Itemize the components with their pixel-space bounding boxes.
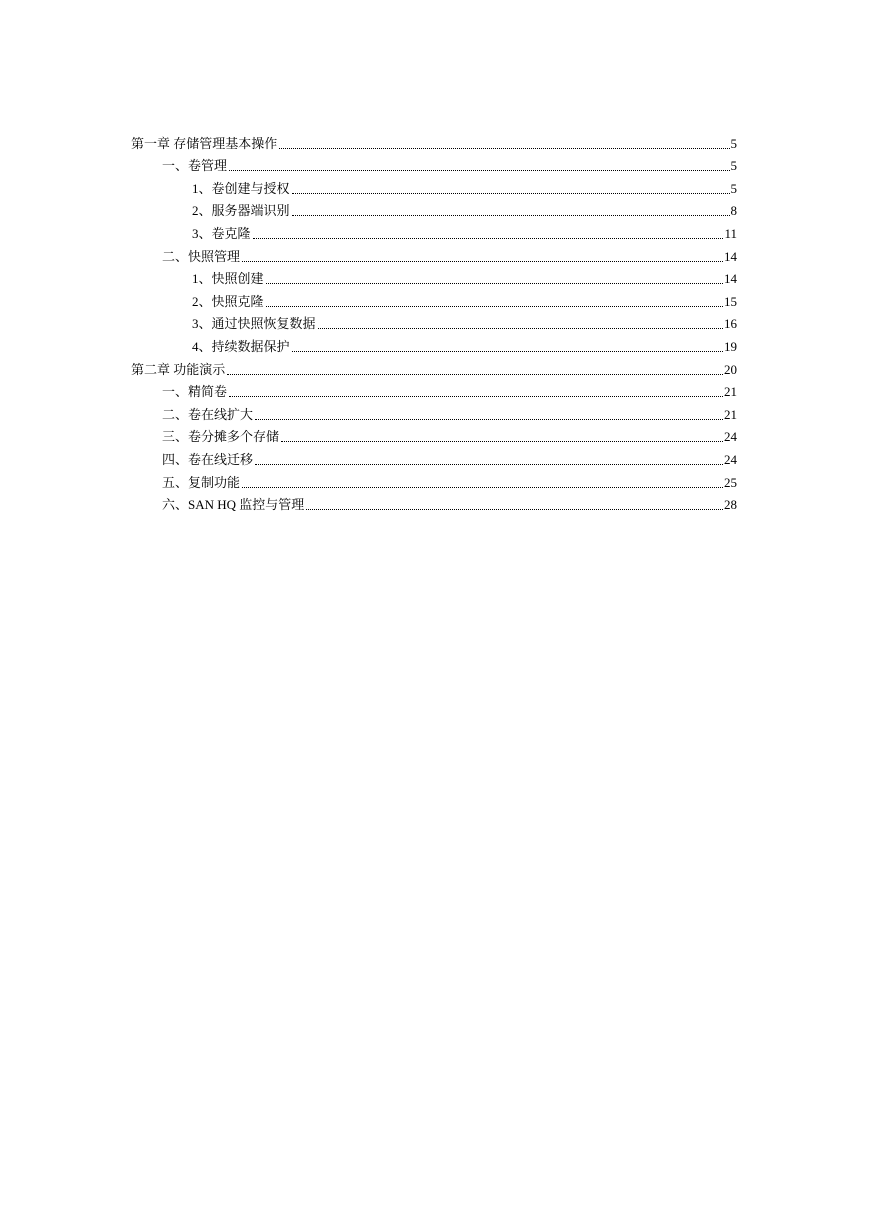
toc-dot-leader	[242, 260, 723, 262]
toc-entry-title: 二、快照管理	[162, 248, 241, 264]
toc-page-number: 8	[730, 203, 737, 219]
toc-dot-leader	[292, 350, 723, 352]
toc-dot-leader	[281, 440, 723, 442]
toc-entry[interactable]	[131, 197, 737, 220]
toc-entry-title: 一、卷管理	[162, 158, 228, 174]
toc-page-number: 15	[724, 293, 737, 309]
toc-page-number: 19	[724, 338, 737, 354]
toc-entry[interactable]	[131, 265, 737, 288]
toc-entry[interactable]	[131, 355, 737, 378]
toc-entry-title: 3、通过快照恢复数据	[192, 316, 316, 332]
toc-entry[interactable]	[131, 378, 737, 401]
toc-entry[interactable]	[131, 310, 737, 333]
toc-entry[interactable]	[131, 445, 737, 468]
toc-page-number: 24	[724, 429, 737, 445]
toc-entry-title: 二、卷在线扩大	[162, 406, 254, 422]
toc-entry[interactable]	[131, 491, 737, 514]
toc-dot-leader	[229, 395, 723, 397]
toc-dot-leader	[318, 327, 723, 329]
toc-entry[interactable]	[131, 174, 737, 197]
toc-page-number: 5	[730, 135, 737, 151]
toc-dot-leader	[279, 147, 729, 149]
toc-entry[interactable]	[131, 152, 737, 175]
toc-dot-leader	[229, 169, 729, 171]
toc-entry[interactable]	[131, 423, 737, 446]
toc-page-number: 14	[724, 271, 737, 287]
toc-entry[interactable]	[131, 219, 737, 242]
toc-page-number: 21	[724, 406, 737, 422]
toc-dot-leader	[253, 237, 724, 239]
table-of-contents	[131, 129, 737, 513]
toc-page-number: 5	[730, 158, 737, 174]
toc-entry[interactable]	[131, 129, 737, 152]
toc-entry[interactable]	[131, 332, 737, 355]
toc-entry-title: 四、卷在线迁移	[162, 451, 254, 467]
toc-entry[interactable]	[131, 287, 737, 310]
toc-dot-leader	[255, 418, 723, 420]
toc-page-number: 14	[724, 248, 737, 264]
toc-entry-title: 三、卷分摊多个存储	[162, 429, 280, 445]
toc-page-number: 16	[724, 316, 737, 332]
toc-page-number: 20	[724, 361, 737, 377]
toc-page-number: 5	[730, 180, 737, 196]
toc-entry-title: 六、SAN HQ 监控与管理	[162, 497, 305, 513]
toc-dot-leader	[266, 305, 723, 307]
toc-dot-leader	[306, 508, 723, 510]
toc-entry-title: 五、复制功能	[162, 474, 241, 490]
toc-page-number: 25	[724, 474, 737, 490]
toc-dot-leader	[227, 373, 723, 375]
toc-page-number: 24	[724, 451, 737, 467]
toc-entry-title: 1、快照创建	[192, 271, 264, 287]
toc-page-number: 28	[724, 497, 737, 513]
toc-entry[interactable]	[131, 242, 737, 265]
toc-entry-title: 一、精简卷	[162, 384, 228, 400]
toc-dot-leader	[292, 214, 730, 216]
toc-entry-title: 2、服务器端识别	[192, 203, 290, 219]
toc-dot-leader	[292, 192, 730, 194]
toc-entry-title: 第一章 存储管理基本操作	[131, 135, 278, 151]
toc-entry-title: 1、卷创建与授权	[192, 180, 290, 196]
toc-entry-title: 3、卷克隆	[192, 225, 251, 241]
toc-page-number: 21	[724, 384, 737, 400]
toc-entry-title: 4、持续数据保护	[192, 338, 290, 354]
toc-dot-leader	[266, 282, 723, 284]
toc-dot-leader	[242, 486, 723, 488]
toc-dot-leader	[255, 463, 723, 465]
toc-entry[interactable]	[131, 400, 737, 423]
toc-entry[interactable]	[131, 468, 737, 491]
toc-entry-title: 2、快照克隆	[192, 293, 264, 309]
toc-page-number: 11	[724, 225, 737, 241]
toc-entry-title: 第二章 功能演示	[131, 361, 226, 377]
